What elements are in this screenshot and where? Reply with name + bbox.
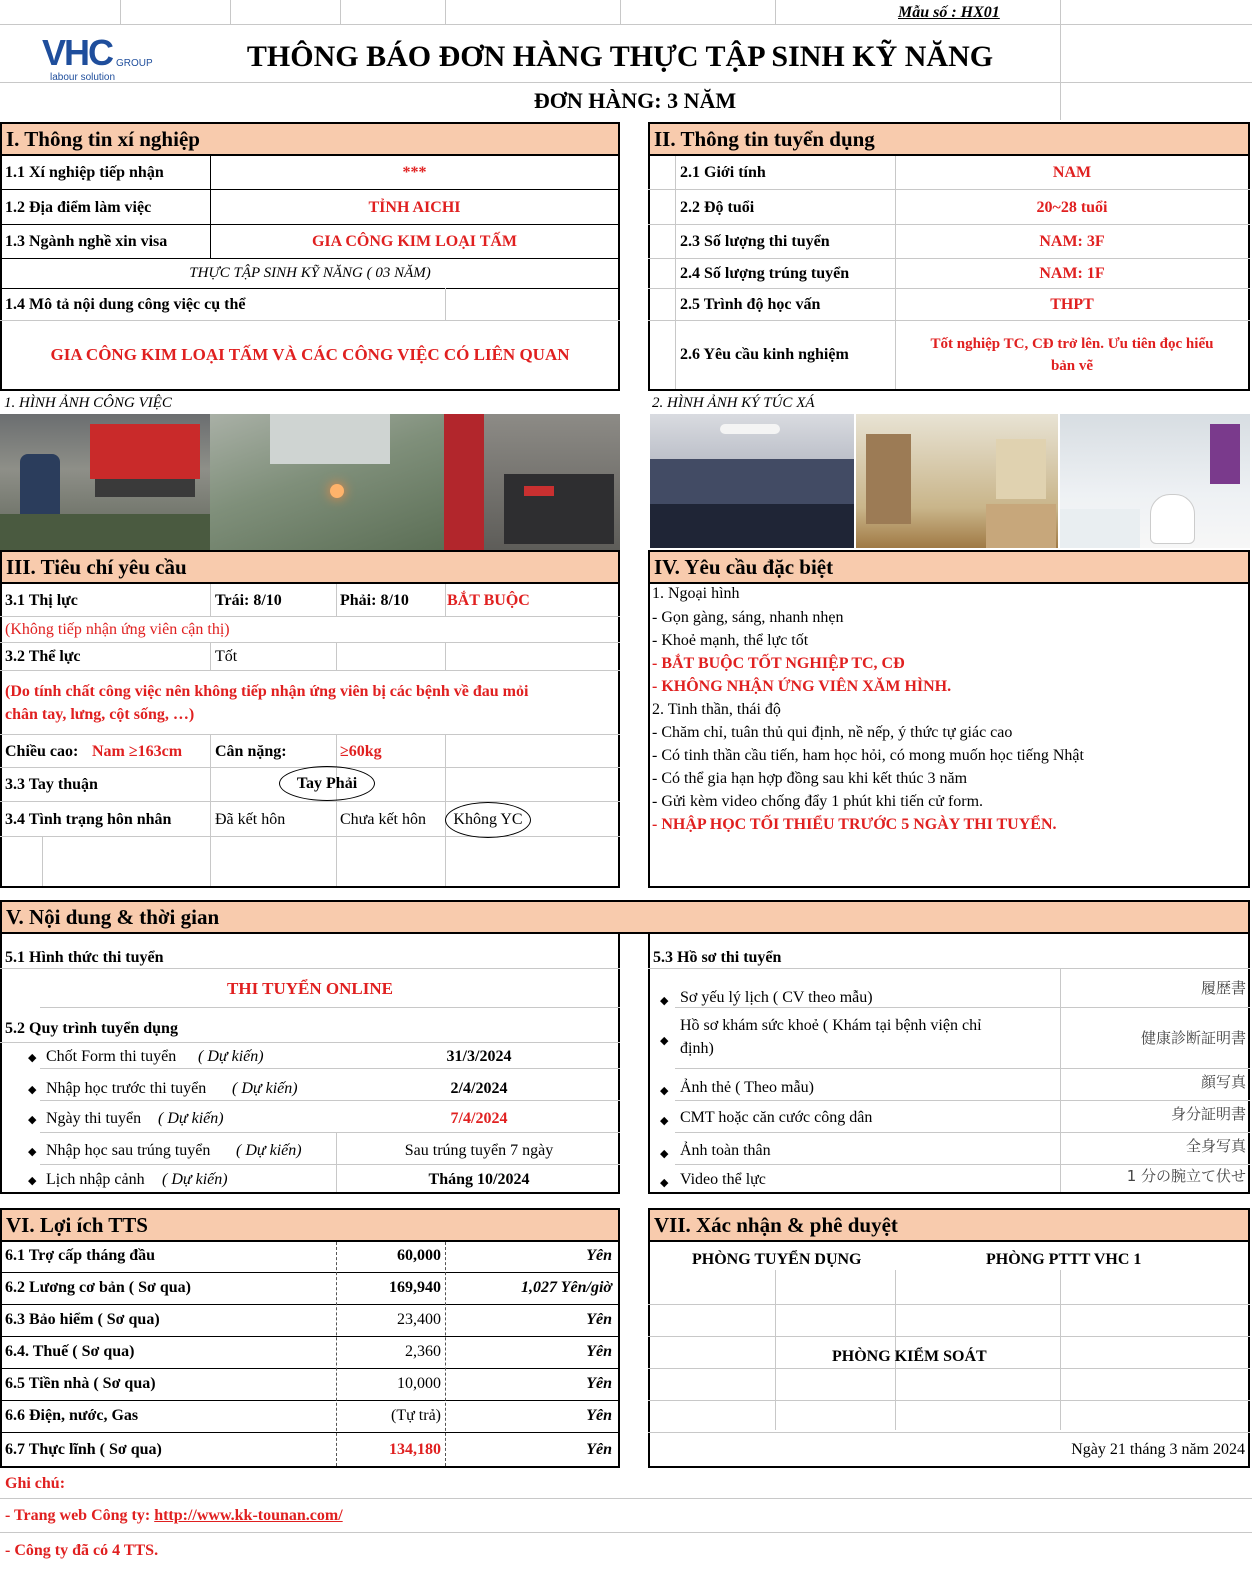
s1-r1-value: *** [402,164,427,181]
benefit-amount: 169,940 [389,1279,441,1296]
benefit-amount: 10,000 [397,1375,441,1392]
form-number: Mẫu số : HX01 [898,4,1000,21]
exam-form-label: 5.1 Hình thức thi tuyển [5,949,164,966]
work-photo-press-brake [0,414,210,552]
eyesight-label: 3.1 Thị lực [5,592,78,609]
benefit-unit: 1,027 Yên/giờ [521,1279,612,1296]
visa-type: THỰC TẬP SINH KỸ NĂNG ( 03 NĂM) [189,265,431,281]
diamond-bullet-icon: ◆ [660,1035,669,1047]
benefit-label: 6.4. Thuế ( Sơ qua) [5,1343,135,1360]
doc-vn: Ảnh thẻ ( Theo mẫu) [680,1079,814,1096]
benefit-unit: Yên [586,1407,612,1424]
special-req-line: - Gửi kèm video chống đẩy 1 phút khi tiến cử form. [652,793,984,810]
doc-vn: CMT hoặc căn cước công dân [680,1109,873,1126]
doc-vn: Video thể lực [680,1171,766,1188]
s2-r6-value-1: Tốt nghiệp TC, CĐ trở lên. Ưu tiên đọc hiểu [930,336,1214,352]
s2-r1-value: NAM [1052,164,1092,181]
process-step-label: Chốt Form thi tuyển [46,1048,177,1065]
benefit-unit: Yên [586,1375,612,1392]
doc-vn: Sơ yếu lý lịch ( CV theo mẫu) [680,989,873,1006]
s1-r2-label: 1.2 Địa điểm làm việc [5,199,152,216]
benefit-unit: Yên [586,1311,612,1328]
notes-label: Ghi chú: [5,1475,66,1492]
section-2-header: II. Thông tin tuyển dụng [648,122,1250,156]
docs-list [648,968,1250,1192]
work-photo-laser-cutter [210,414,444,552]
diamond-bullet-icon: ◆ [28,1084,37,1096]
approval-dept-control: PHÒNG KIỂM SOÁT [832,1348,987,1365]
benefit-amount: 60,000 [397,1247,441,1264]
section-4-header: IV. Yêu cầu đặc biệt [648,550,1250,584]
doc-jp: 健康診断証明書 [1140,1029,1246,1047]
benefit-label: 6.6 Điện, nước, Gas [5,1407,139,1424]
doc-vn: Hồ sơ khám sức khoẻ ( Khám tại bệnh viện chỉ [680,1017,982,1034]
s2-r3-label: 2.3 Số lượng thi tuyển [680,233,830,250]
benefit-label: 6.3 Bảo hiểm ( Sơ qua) [5,1311,160,1328]
approval-dept-recruitment: PHÒNG TUYỂN DỤNG [692,1251,862,1268]
benefit-amount: (Tự trả) [391,1407,441,1424]
doc-jp: 身分証明書 [1170,1105,1246,1123]
process-steps [0,1045,620,1192]
special-req-line: - Khoẻ mạnh, thể lực tốt [652,632,809,649]
s2-r6-label: 2.6 Yêu cầu kinh nghiệm [680,346,849,363]
page-subtitle: ĐƠN HÀNG: 3 NĂM [533,88,737,113]
marital-option-single: Chưa kết hôn [340,811,426,828]
s1-r3-label: 1.3 Ngành nghề xin visa [5,233,168,250]
dorm-photos-label: 2. HÌNH ẢNH KÝ TÚC XÁ [652,395,815,411]
special-req-line: - NHẬP HỌC TỐI THIỂU TRƯỚC 5 NGÀY THI TUYỂN. [652,816,1057,833]
special-req-line: 1. Ngoại hình [652,585,740,602]
s2-r3-value: NAM: 3F [1039,233,1105,250]
s2-r4-value: NAM: 1F [1039,265,1105,282]
diamond-bullet-icon: ◆ [28,1175,37,1187]
process-step-label: Nhập học trước thi tuyển [46,1080,207,1097]
s2-r1-label: 2.1 Giới tính [680,164,766,181]
special-req-line: - Có thể gia hạn hợp đồng sau khi kết thúc 3 năm [652,770,968,787]
doc-vn: Ảnh toàn thân [680,1142,771,1159]
dorm-photo-kitchen [856,414,1058,548]
benefit-unit: Yên [586,1247,612,1264]
benefit-unit: Yên [586,1441,612,1458]
diamond-bullet-icon: ◆ [28,1052,37,1064]
special-req-line: - Chăm chỉ, tuân thủ qui định, nề nếp, ý thức tự giác cao [652,724,1013,741]
special-req-line: - Có tinh thần cầu tiến, ham học hỏi, có mong muốn học tiếng Nhật [652,747,1084,764]
benefits-table [0,1242,620,1466]
marital-label: 3.4 Tình trạng hôn nhân [5,811,172,828]
doc-jp: 顔写真 [1200,1073,1246,1091]
process-step-label: Lịch nhập cảnh [46,1171,145,1188]
eyesight-right: Phải: 8/10 [340,592,409,609]
process-step-date: 7/4/2024 [450,1110,508,1127]
process-step-date: 2/4/2024 [450,1080,508,1097]
handedness-label: 3.3 Tay thuận [5,776,98,793]
process-step-date: Sau trúng tuyển 7 ngày [404,1142,554,1159]
diamond-bullet-icon: ◆ [28,1146,37,1158]
eyesight-left: Trái: 8/10 [215,592,282,609]
s1-r1-label: 1.1 Xí nghiệp tiếp nhận [5,164,164,181]
section-3-header: III. Tiêu chí yêu cầu [0,550,620,584]
benefit-amount: 2,360 [405,1343,441,1360]
physical-value: Tốt [215,648,238,665]
work-photo-machine-room [444,414,620,552]
section-6-header: VI. Lợi ích TTS [0,1208,620,1242]
notes-website [5,1506,343,1526]
benefit-label: 6.2 Lương cơ bản ( Sơ qua) [5,1279,191,1296]
process-step-label: Nhập học sau trúng tuyển [46,1142,211,1159]
diamond-bullet-icon: ◆ [28,1114,37,1126]
benefit-label: 6.7 Thực lĩnh ( Sơ qua) [5,1441,162,1458]
doc-jp: 履歴書 [1200,979,1246,997]
benefit-label: 6.1 Trợ cấp tháng đầu [5,1247,156,1264]
process-step-date: 31/3/2024 [446,1048,512,1065]
dorm-photo-bathroom [1060,414,1250,548]
eyesight-note: (Không tiếp nhận ứng viên cận thị) [5,621,230,638]
special-req-line: - KHÔNG NHẬN ỨNG VIÊN XĂM HÌNH. [652,678,952,695]
exam-form-value: THI TUYỂN ONLINE [227,979,393,998]
process-step-note: ( Dự kiến) [162,1171,228,1188]
handedness-value: Tay Phải [296,775,358,792]
dorm-photo-bedroom [650,414,854,548]
work-photos-label: 1. HÌNH ẢNH CÔNG VIỆC [4,395,172,411]
diamond-bullet-icon: ◆ [660,1115,669,1127]
weight-label: Cân nặng: [215,743,287,760]
physical-note-2: chân tay, lưng, cột sống, …) [5,706,195,723]
s2-r5-value: THPT [1050,296,1094,313]
physical-note-1: (Do tính chất công việc nên không tiếp nhận ứng viên bị các bệnh về đau mỏi [5,683,529,700]
section-7-header: VII. Xác nhận & phê duyệt [648,1208,1250,1242]
physical-label: 3.2 Thể lực [5,648,81,665]
section-5-header: V. Nội dung & thời gian [0,900,1250,934]
marital-option-none: Không YC [453,811,523,828]
height-value: Nam ≥163cm [92,743,183,760]
special-req-line: 2. Tinh thần, thái độ [652,701,781,718]
s1-r3-value: GIA CÔNG KIM LOẠI TẤM [311,233,518,250]
benefit-label: 6.5 Tiền nhà ( Sơ qua) [5,1375,156,1392]
doc-jp: 全身写真 [1185,1137,1246,1155]
s2-r2-value: 20~28 tuổi [1036,199,1108,216]
eyesight-required: BẮT BUỘC [447,592,530,609]
benefit-amount: 134,180 [389,1441,441,1458]
benefit-amount: 23,400 [397,1311,441,1328]
approval-date: Ngày 21 tháng 3 năm 2024 [1071,1441,1245,1458]
s1-r4-label: 1.4 Mô tả nội dung công việc cụ thể [5,296,246,313]
process-step-note: ( Dự kiến) [236,1142,302,1159]
s2-r6-value-2: bản vẽ [1050,358,1094,374]
docs-label: 5.3 Hồ sơ thi tuyển [653,949,782,966]
process-step-date: Tháng 10/2024 [428,1171,530,1188]
special-req-line: - BẮT BUỘC TỐT NGHIỆP TC, CĐ [652,655,905,672]
vhc-logo: VHC GROUP labour solution [42,32,153,83]
weight-value: ≥60kg [340,743,382,760]
diamond-bullet-icon: ◆ [660,995,669,1007]
benefit-unit: Yên [586,1343,612,1360]
process-step-note: ( Dự kiến) [158,1110,224,1127]
doc-vn-cont: định) [680,1040,714,1057]
s2-r4-label: 2.4 Số lượng trúng tuyển [680,265,850,282]
process-step-note: ( Dự kiến) [232,1080,298,1097]
s2-r5-label: 2.5 Trình độ học vấn [680,296,821,313]
website-label: - Trang web Công ty: [5,1507,155,1524]
section-1-header: I. Thông tin xí nghiệp [0,122,620,156]
diamond-bullet-icon: ◆ [660,1085,669,1097]
notes-tts: - Công ty đã có 4 TTS. [5,1542,159,1559]
s2-r2-label: 2.2 Độ tuổi [680,199,755,216]
height-label: Chiều cao: [5,743,79,760]
diamond-bullet-icon: ◆ [660,1177,669,1189]
approval-dept-pttt: PHÒNG PTTT VHC 1 [986,1251,1142,1268]
marital-option-married: Đã kết hôn [215,811,286,828]
process-label: 5.2 Quy trình tuyển dụng [5,1020,178,1037]
job-description: GIA CÔNG KIM LOẠI TẤM VÀ CÁC CÔNG VIỆC CÓ LIÊN QUAN [50,345,570,364]
special-req-line: - Gọn gàng, sáng, nhanh nhẹn [652,609,844,626]
website-link[interactable]: http://www.kk-tounan.com/ [154,1507,343,1524]
process-step-note: ( Dự kiến) [198,1048,264,1065]
doc-jp: 1 分の腕立て伏せ [1126,1167,1246,1185]
diamond-bullet-icon: ◆ [660,1148,669,1160]
s1-r2-value: TỈNH AICHI [368,199,461,216]
page-title: THÔNG BÁO ĐƠN HÀNG THỰC TẬP SINH KỸ NĂNG [246,40,994,73]
process-step-label: Ngày thi tuyển [46,1110,142,1127]
